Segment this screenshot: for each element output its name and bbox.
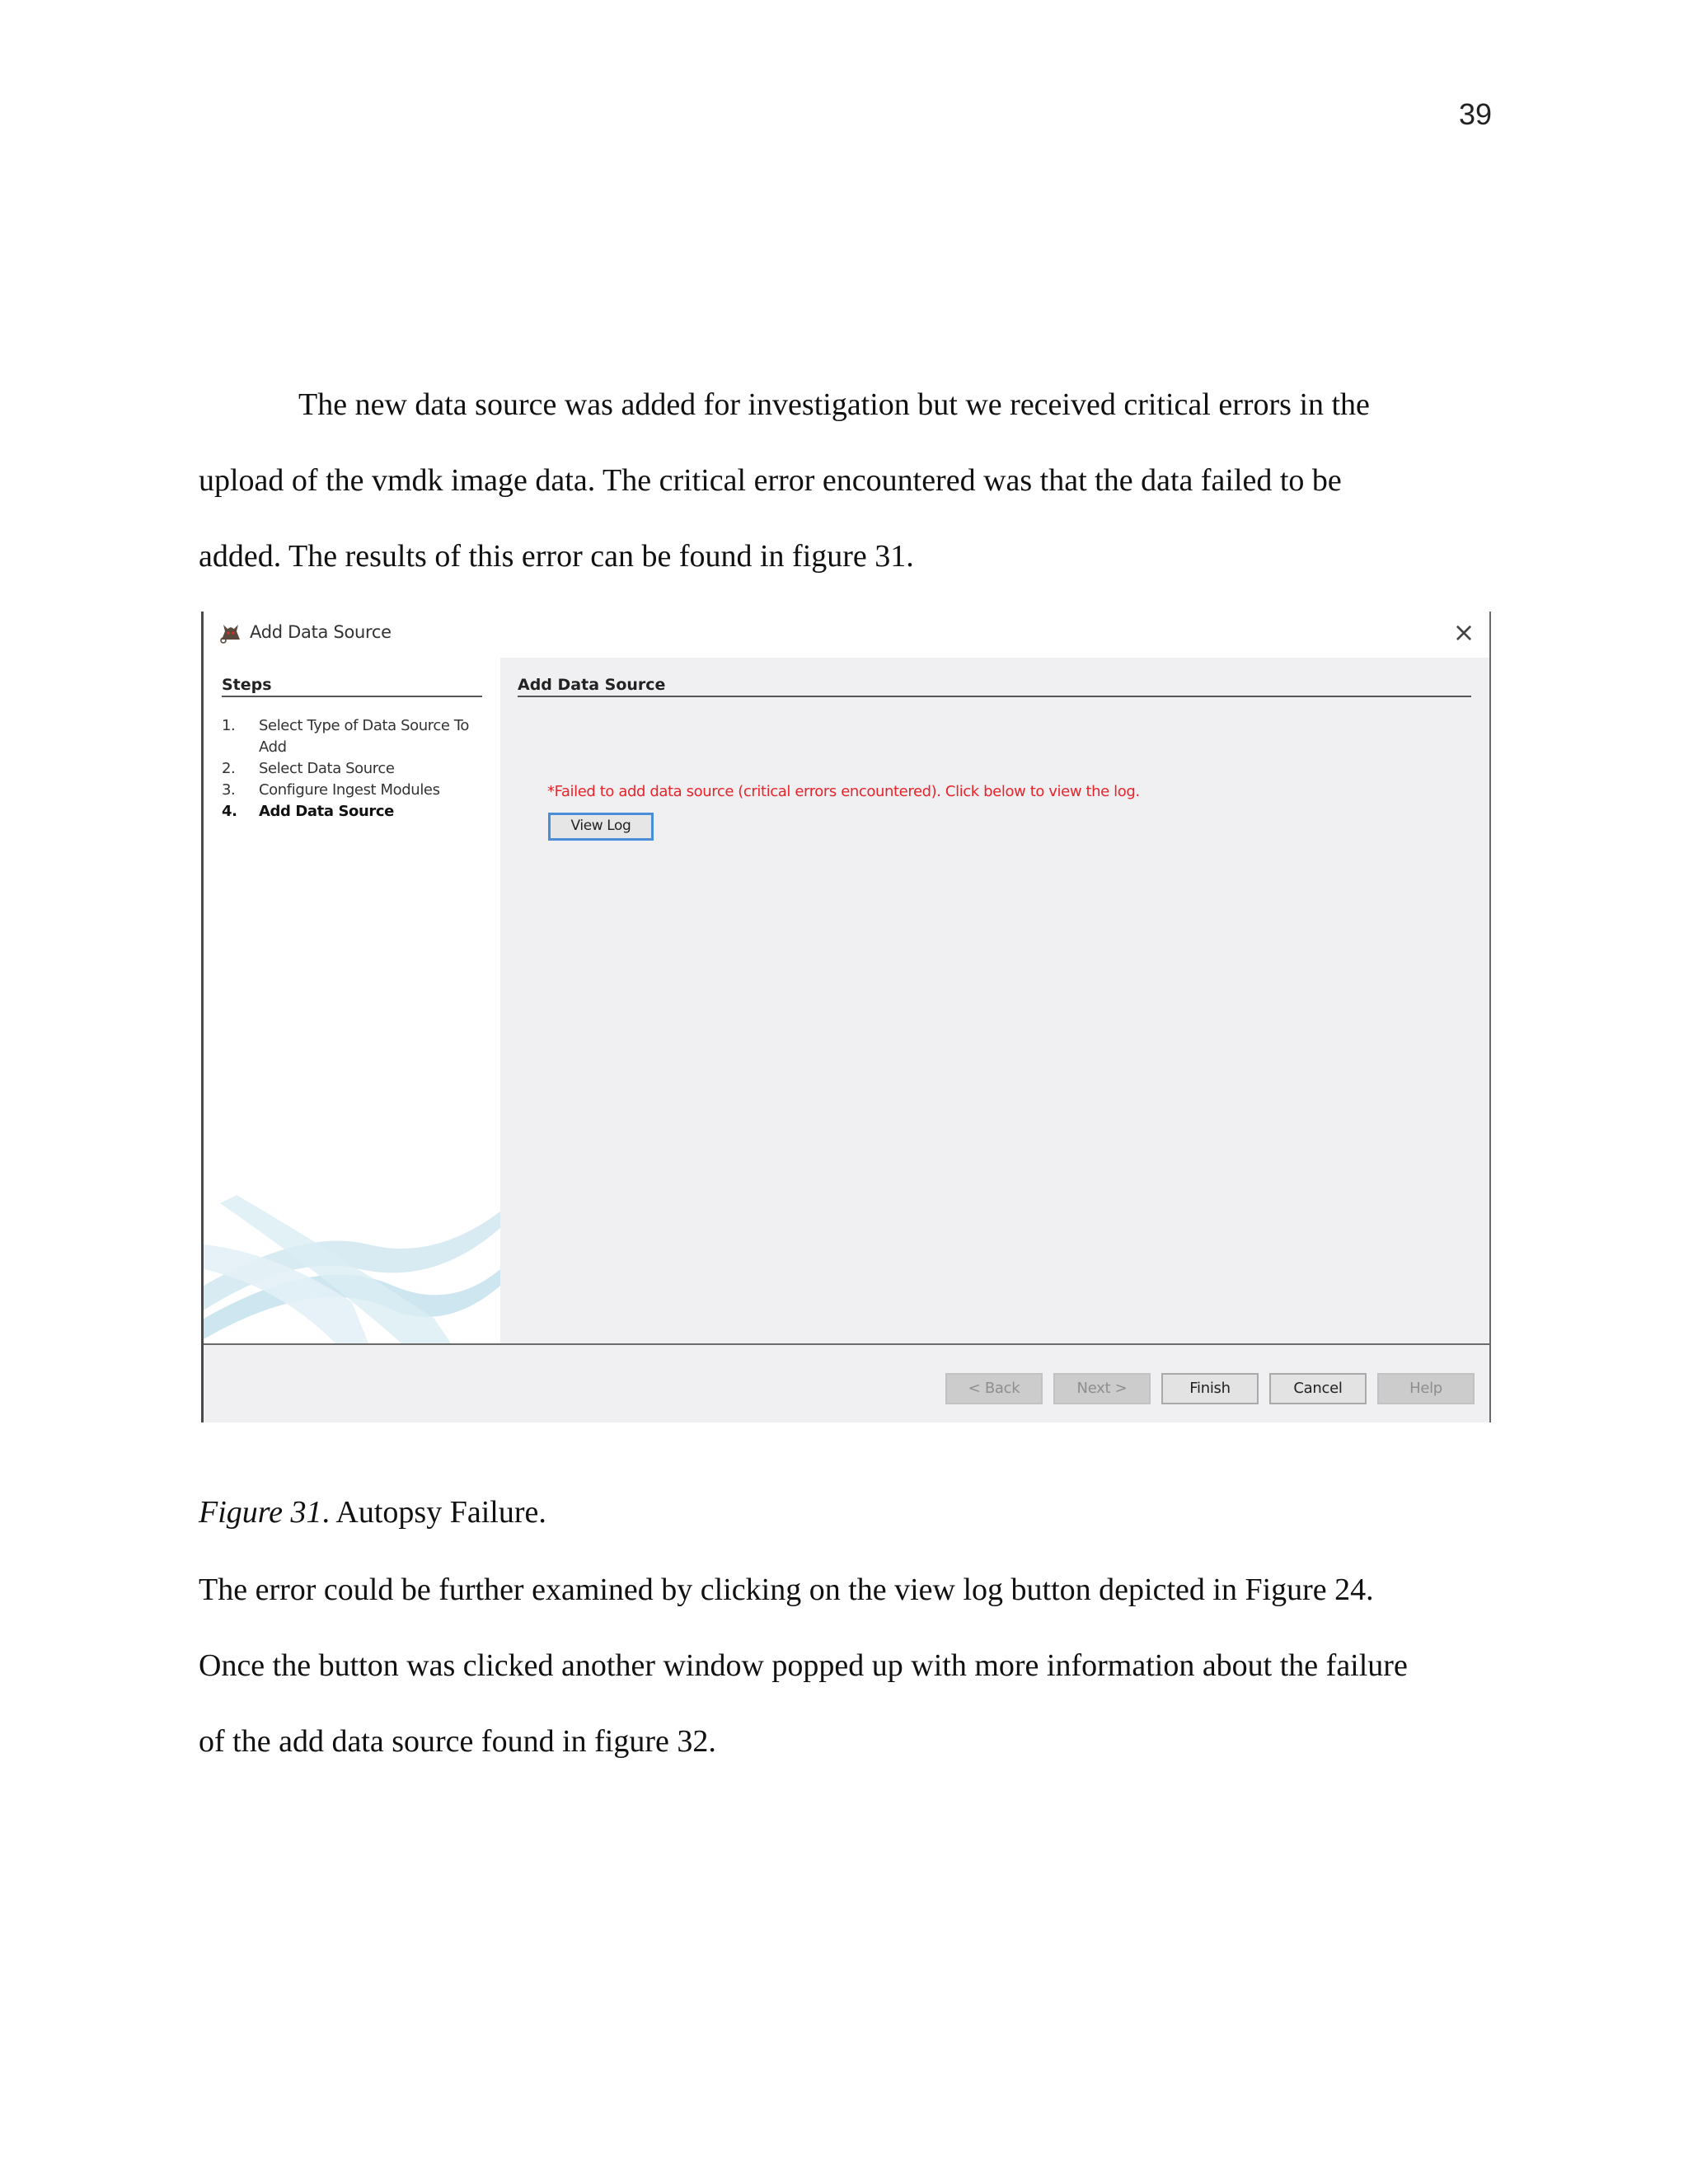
caption-label: Figure 31	[199, 1495, 322, 1530]
step-item-active	[222, 801, 494, 823]
caption-text: . Autopsy Failure.	[321, 1495, 546, 1530]
follow-line-2: Once the button was clicked another window popped up with more information about the failure	[199, 1648, 1408, 1683]
help-button[interactable]: Help	[1377, 1373, 1475, 1404]
back-button[interactable]: < Back	[945, 1373, 1043, 1404]
view-log-button[interactable]: View Log	[548, 813, 654, 841]
step-number: 4.	[222, 803, 237, 820]
next-button[interactable]: Next >	[1053, 1373, 1151, 1404]
close-icon[interactable]: ×	[1452, 616, 1475, 648]
step-item	[222, 780, 494, 801]
intro-line-1: The new data source was added for investigation but we received critical errors in the	[298, 387, 1370, 422]
step-number: 3.	[222, 781, 236, 799]
content-panel	[500, 658, 1489, 1343]
step-label: Select Data Source	[259, 760, 395, 777]
step-label: Select Type of Data Source To Add	[259, 717, 469, 756]
steps-heading: Steps	[222, 676, 482, 697]
step-label: Add Data Source	[259, 803, 394, 820]
wizard-button-bar	[204, 1343, 1489, 1422]
decorative-swoosh-graphic	[204, 1195, 500, 1343]
page-number: 39	[1458, 97, 1492, 131]
intro-line-2: upload of the vmdk image data. The critical error encountered was that the data failed to be	[199, 463, 1342, 498]
step-item	[222, 758, 494, 780]
window-title: Add Data Source	[250, 622, 392, 642]
error-message: *Failed to add data source (critical errors encountered). Click below to view the log.	[547, 783, 1140, 800]
content-heading: Add Data Source	[518, 676, 1471, 697]
step-label: Configure Ingest Modules	[259, 781, 440, 799]
follow-line-3: of the add data source found in figure 32.	[199, 1724, 716, 1759]
follow-line-1: The error could be further examined by clicking on the view log button depicted in Figure 24.	[199, 1572, 1374, 1607]
step-item	[222, 715, 494, 758]
cancel-button[interactable]: Cancel	[1269, 1373, 1367, 1404]
window-title-bar	[204, 612, 1489, 658]
finish-button[interactable]: Finish	[1161, 1373, 1259, 1404]
add-data-source-window	[201, 612, 1491, 1422]
step-number: 1.	[222, 717, 236, 734]
steps-list	[222, 715, 494, 823]
steps-panel	[204, 658, 500, 1343]
step-number: 2.	[222, 760, 236, 777]
intro-line-3: added. The results of this error can be found in figure 31.	[199, 539, 914, 574]
autopsy-dog-icon	[218, 620, 243, 644]
figure-caption	[199, 1493, 546, 1531]
